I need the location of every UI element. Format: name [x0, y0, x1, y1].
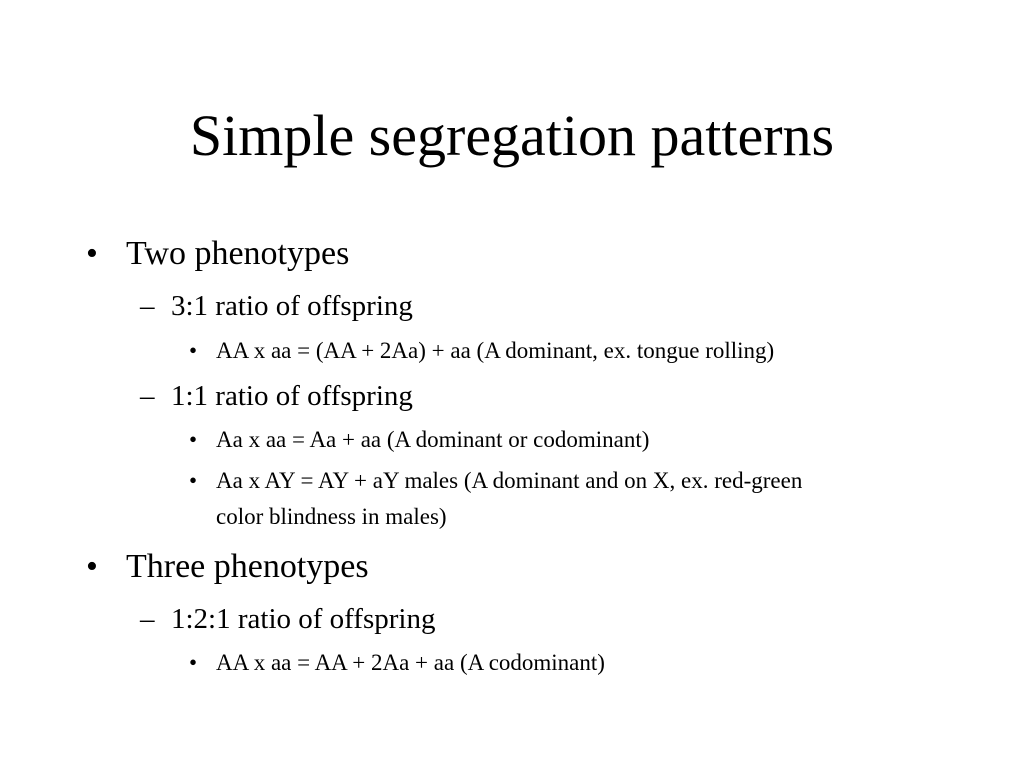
bullet-dot-icon: •	[189, 468, 198, 493]
bullet-dot-icon: •	[86, 235, 98, 272]
sub-bullet-text: 1:2:1 ratio of offspring	[171, 603, 436, 635]
bullet-dot-icon: •	[189, 427, 198, 452]
detail-bullet-text: Aa x aa = Aa + aa (A dominant or codominant)	[216, 427, 650, 452]
sub-bullet-text: 3:1 ratio of offspring	[171, 290, 413, 322]
dash-icon: –	[140, 290, 155, 322]
sub-bullet-text: 1:1 ratio of offspring	[171, 380, 413, 412]
detail-bullet-text: AA x aa = AA + 2Aa + aa (A codominant)	[216, 650, 605, 675]
dash-icon: –	[140, 603, 155, 635]
bullet-dot-icon: •	[189, 650, 198, 675]
detail-bullet-text: AA x aa = (AA + 2Aa) + aa (A dominant, ex. tongue rolling)	[216, 338, 775, 363]
slide-title: Simple segregation patterns	[189, 103, 835, 168]
dash-icon: –	[140, 380, 155, 412]
detail-bullet-continuation-text: color blindness in males)	[216, 504, 447, 529]
bullet-dot-icon: •	[189, 338, 198, 363]
bullet-text: Two phenotypes	[126, 235, 350, 272]
detail-bullet-text: Aa x AY = AY + aY males (A dominant and on X, ex. red-green	[216, 468, 803, 493]
bullet-text: Three phenotypes	[126, 548, 369, 585]
bullet-dot-icon: •	[86, 548, 98, 585]
